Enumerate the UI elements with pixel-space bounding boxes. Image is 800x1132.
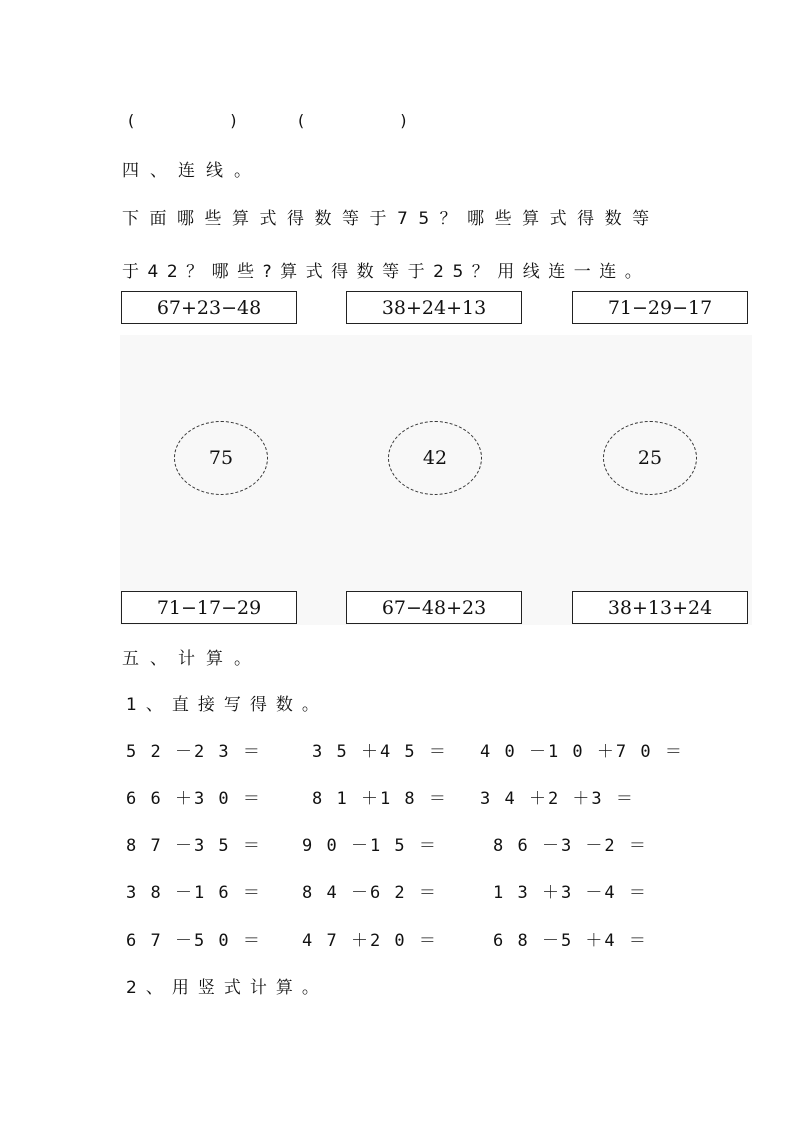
calc-r5-c2: 4 7 ＋2 0 ＝ <box>302 931 438 951</box>
answer-paren-1[interactable]: ( ) <box>128 111 237 130</box>
calc-r1-c2: 3 5 ＋4 5 ＝ <box>312 742 448 762</box>
section4-heading: 四、连线。 <box>122 161 262 181</box>
calc-r1-c1: 5 2 －2 3 ＝ <box>126 742 262 762</box>
bottom-expression-box-3[interactable]: 38+13+24 <box>572 591 748 624</box>
top-expression-box-3[interactable]: 71−29−17 <box>572 291 748 324</box>
section4-question-line2: 于42？哪些?算式得数等于25？用线连一连。 <box>122 262 651 282</box>
calc-r4-c1: 3 8 －1 6 ＝ <box>126 883 262 903</box>
calc-r4-c3: 1 3 ＋3 －4 ＝ <box>493 883 648 903</box>
target-circle-25[interactable]: 25 <box>603 421 697 495</box>
calc-r2-c3: 3 4 ＋2 ＋3 ＝ <box>480 789 635 809</box>
calc-r5-c1: 6 7 －5 0 ＝ <box>126 931 262 951</box>
bottom-expression-box-2[interactable]: 67−48+23 <box>346 591 522 624</box>
part2-title: 2、用竖式计算。 <box>126 978 328 998</box>
top-expression-box-2[interactable]: 38+24+13 <box>346 291 522 324</box>
part1-title: 1、直接写得数。 <box>126 695 328 715</box>
calc-r3-c3: 8 6 －3 －2 ＝ <box>493 836 648 856</box>
section4-question-line1: 下面哪些算式得数等于75？哪些算式得数等 <box>122 209 660 229</box>
section5-heading: 五、计算。 <box>122 649 262 669</box>
calc-r3-c1: 8 7 －3 5 ＝ <box>126 836 262 856</box>
calc-r3-c2: 9 0 －1 5 ＝ <box>302 836 438 856</box>
target-circle-42[interactable]: 42 <box>388 421 482 495</box>
calc-r1-c3: 4 0 －1 0 ＋7 0 ＝ <box>480 742 684 762</box>
top-expression-box-1[interactable]: 67+23−48 <box>121 291 297 324</box>
calc-r5-c3: 6 8 －5 ＋4 ＝ <box>493 931 648 951</box>
target-circle-75[interactable]: 75 <box>174 421 268 495</box>
calc-r4-c2: 8 4 －6 2 ＝ <box>302 883 438 903</box>
calc-r2-c1: 6 6 ＋3 0 ＝ <box>126 789 262 809</box>
answer-paren-2[interactable]: ( ) <box>298 111 407 130</box>
calc-r2-c2: 8 1 ＋1 8 ＝ <box>312 789 448 809</box>
bottom-expression-box-1[interactable]: 71−17−29 <box>121 591 297 624</box>
